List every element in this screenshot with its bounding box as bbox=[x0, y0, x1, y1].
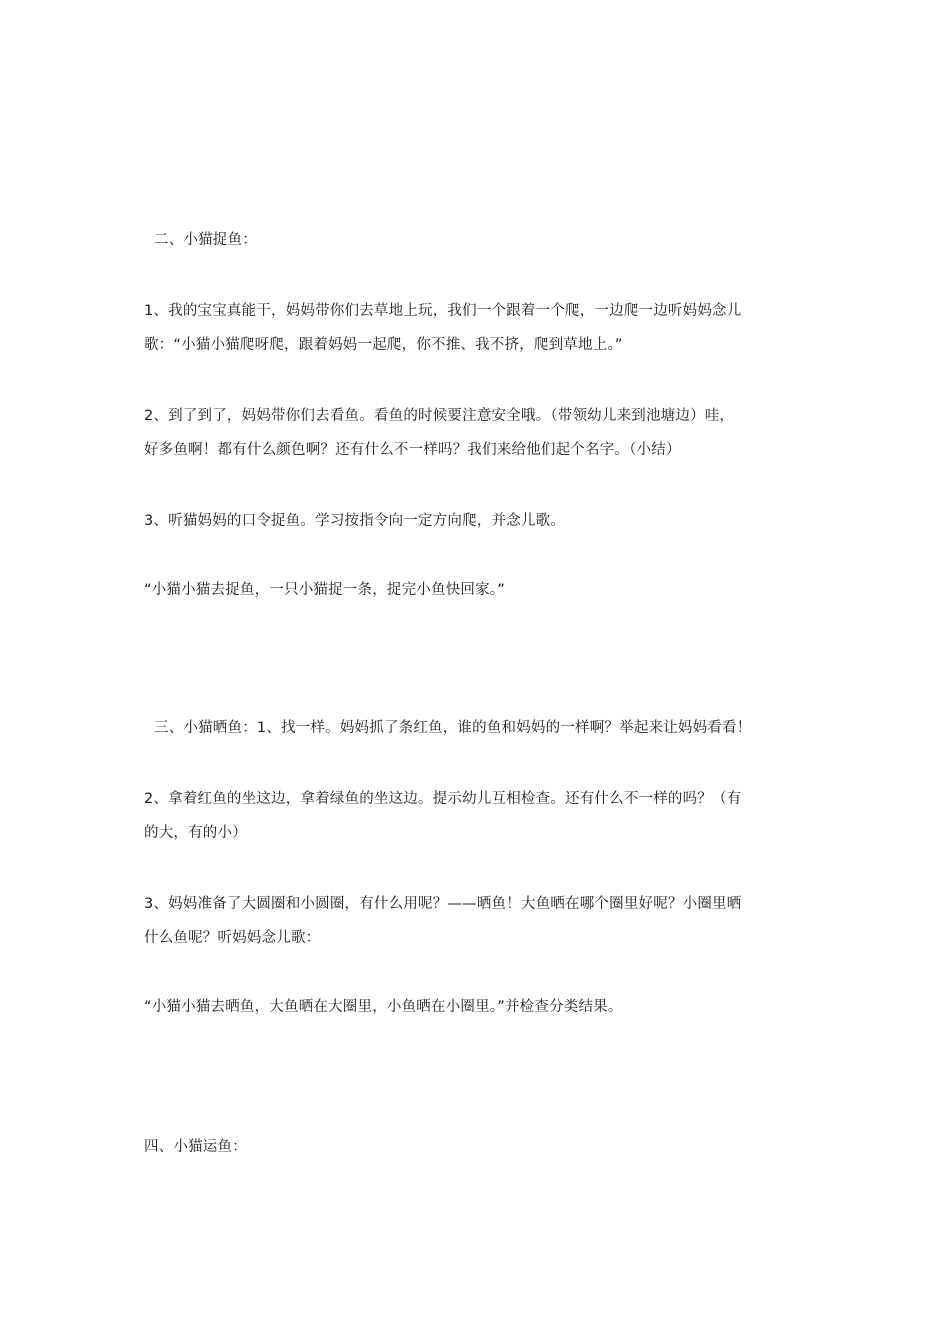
rhyme-3: “小猫小猫去晒鱼，大鱼晒在大圈里，小鱼晒在小圈里。”并检查分类结果。 bbox=[144, 999, 623, 1015]
section-heading-2: 二、小猫捉鱼： bbox=[154, 232, 257, 248]
paragraph-2-2-line-2: 好多鱼啊！都有什么颜色啊？还有什么不一样吗？我们来给他们起个名字。（小结） bbox=[144, 442, 681, 458]
rhyme-2: “小猫小猫去捉鱼，一只小猫捉一条，捉完小鱼快回家。” bbox=[144, 582, 505, 598]
paragraph-3-3-line-2: 什么鱼呢？听妈妈念儿歌： bbox=[144, 930, 321, 946]
paragraph-3-3-line-1: 3、妈妈准备了大圆圈和小圆圈，有什么用呢？——晒鱼！大鱼晒在哪个圈里好呢？小圈里晒 bbox=[144, 896, 742, 912]
paragraph-3-2-line-1: 2、拿着红鱼的坐这边，拿着绿鱼的坐这边。提示幼儿互相检查。还有什么不一样的吗？（有 bbox=[144, 791, 742, 807]
section-heading-3: 三、小猫晒鱼：1、找一样。妈妈抓了条红鱼，谁的鱼和妈妈的一样啊？举起来让妈妈看看！ bbox=[154, 720, 752, 736]
paragraph-2-1-line-1: 1、我的宝宝真能干，妈妈带你们去草地上玩，我们一个跟着一个爬，一边爬一边听妈妈念儿 bbox=[144, 303, 742, 319]
paragraph-2-2-line-1: 2、到了到了，妈妈带你们去看鱼。看鱼的时候要注意安全哦。（带领幼儿来到池塘边）哇， bbox=[144, 408, 735, 424]
paragraph-3-2-line-2: 的大，有的小） bbox=[144, 825, 247, 841]
section-heading-4: 四、小猫运鱼： bbox=[144, 1139, 247, 1155]
paragraph-2-3: 3、听猫妈妈的口令捉鱼。学习按指令向一定方向爬，并念儿歌。 bbox=[144, 513, 566, 529]
paragraph-2-1-line-2: 歌：“小猫小猫爬呀爬，跟着妈妈一起爬，你不推、我不挤，爬到草地上。” bbox=[144, 337, 623, 353]
